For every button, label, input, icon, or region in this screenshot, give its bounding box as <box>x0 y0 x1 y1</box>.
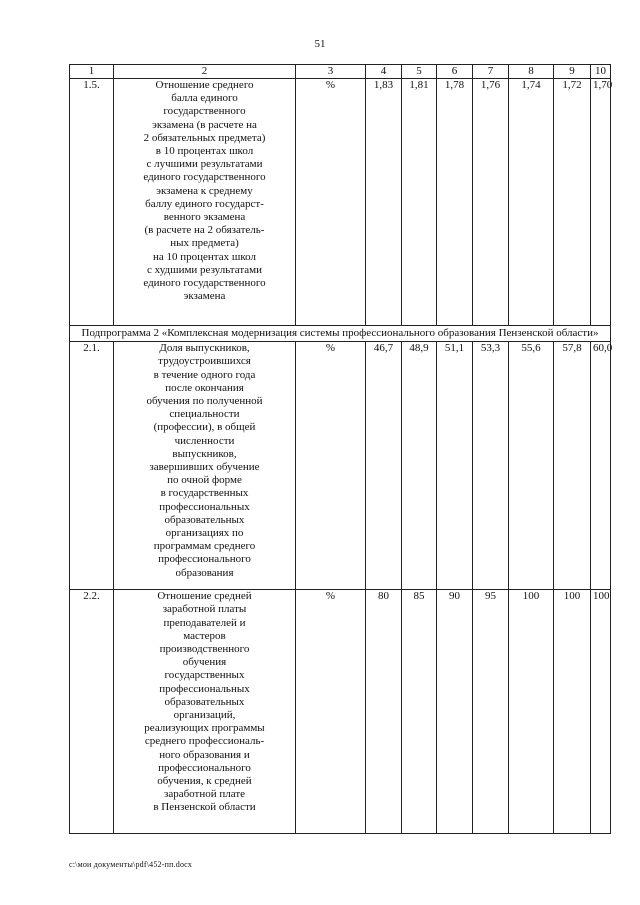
description-line: в Пензенской области <box>153 801 256 814</box>
row-value: 85 <box>402 590 437 834</box>
description-line: профессионального <box>158 761 251 774</box>
description-line: Доля выпускников, <box>159 342 250 355</box>
description-line: программам среднего <box>153 540 256 553</box>
header-cell: 2 <box>114 65 296 79</box>
description-line: реализующих программы <box>144 722 265 735</box>
header-cell: 8 <box>509 65 554 79</box>
description-line: венного экзамена <box>163 211 246 224</box>
row-value: 55,6 <box>509 342 554 590</box>
page-number: 51 <box>314 38 326 50</box>
description-line: обучения <box>182 656 227 669</box>
description-line: специальности <box>169 408 240 421</box>
row-description <box>114 590 296 834</box>
description-line: трудоустроившихся <box>158 355 251 368</box>
row-unit: % <box>296 342 366 590</box>
row-value: 1,81 <box>402 79 437 326</box>
footer-file-path: c:\мои документы\pdf\452-пп.docx <box>69 860 193 869</box>
description-line: Отношение средней <box>157 590 252 603</box>
header-cell: 4 <box>366 65 402 79</box>
description-line: с лучшими результатами <box>146 158 263 171</box>
description-line: обучения по полученной <box>146 395 263 408</box>
row-index: 2.1. <box>70 342 114 590</box>
description-line: профессионального <box>158 553 251 566</box>
row-value: 51,1 <box>437 342 473 590</box>
row-description <box>114 79 296 326</box>
row-value: 1,78 <box>437 79 473 326</box>
description-line: выпускников, <box>172 447 237 460</box>
row-unit: % <box>296 79 366 326</box>
description-line: обучения, к средней <box>157 775 252 788</box>
description-line: в 10 процентах школ <box>155 145 254 158</box>
description-line: после окончания <box>165 381 244 394</box>
table-row <box>70 79 611 326</box>
row-value: 1,74 <box>509 79 554 326</box>
description-line: на 10 процентах школ <box>153 250 256 263</box>
description-line: ных предмета) <box>170 237 239 250</box>
header-cell: 7 <box>473 65 509 79</box>
description-line: преподавателей и <box>163 616 246 629</box>
description-line: (в расчете на 2 обязатель- <box>144 224 265 237</box>
row-value: 1,83 <box>366 79 402 326</box>
description-line: государственного <box>163 105 246 118</box>
description-line: профессиональных <box>159 500 250 513</box>
table-row <box>70 342 611 590</box>
table-row <box>70 590 611 834</box>
row-value: 1,72 <box>554 79 591 326</box>
row-value: 48,9 <box>402 342 437 590</box>
header-cell: 9 <box>554 65 591 79</box>
description-line: экзамена (в расчете на <box>152 118 257 131</box>
row-index: 2.2. <box>70 590 114 834</box>
description-line: единого государственного <box>143 277 266 290</box>
header-cell: 5 <box>402 65 437 79</box>
description-line: профессиональных <box>159 682 250 695</box>
row-value: 90 <box>437 590 473 834</box>
description-line: единого государственного <box>143 171 266 184</box>
description-line: ного образования и <box>159 748 250 761</box>
row-value: 100 <box>554 590 591 834</box>
description-line: образовательных <box>164 513 245 526</box>
header-cell: 1 <box>70 65 114 79</box>
row-value: 100 <box>509 590 554 834</box>
description-line: организаций, <box>173 709 236 722</box>
row-value: 95 <box>473 590 509 834</box>
description-line: в течение одного года <box>153 368 256 381</box>
description-line: производственного <box>159 643 250 656</box>
header-cell: 10 <box>591 65 611 79</box>
description-line: заработной платы <box>162 603 247 616</box>
description-line: завершивших обучение <box>149 461 260 474</box>
description-line: Отношение среднего <box>155 79 254 91</box>
description-line: с худшими результатами <box>146 263 263 276</box>
description-line: мастеров <box>183 629 226 642</box>
table-header-row <box>70 65 611 79</box>
row-value: 80 <box>366 590 402 834</box>
row-value: 46,7 <box>366 342 402 590</box>
row-value: 53,3 <box>473 342 509 590</box>
description-line: заработной плате <box>163 788 246 801</box>
row-value: 57,8 <box>554 342 591 590</box>
subprogram-title: Подпрограмма 2 «Комплексная модернизация системы профессионального образования Пензенской области» <box>70 326 611 342</box>
header-cell: 6 <box>437 65 473 79</box>
description-line: 2 обязательных предмета) <box>143 131 266 144</box>
description-line: образовательных <box>164 695 245 708</box>
row-description <box>114 342 296 590</box>
indicators-table <box>69 64 611 834</box>
description-line: в государственных <box>160 487 249 500</box>
row-value: 1,70 <box>591 79 611 326</box>
description-line: по очной форме <box>167 474 242 487</box>
header-cell: 3 <box>296 65 366 79</box>
description-line: образования <box>175 566 234 579</box>
row-value: 1,76 <box>473 79 509 326</box>
description-line: численности <box>174 434 235 447</box>
description-line: среднего профессиональ- <box>144 735 265 748</box>
row-value: 100 <box>591 590 611 834</box>
description-line: баллу единого государст- <box>145 197 264 210</box>
description-line: государственных <box>164 669 245 682</box>
description-line: балла единого <box>171 92 238 105</box>
subprogram-row <box>70 326 611 342</box>
description-line: (профессии), в общей <box>153 421 256 434</box>
row-index: 1.5. <box>70 79 114 326</box>
row-unit: % <box>296 590 366 834</box>
description-line: экзамена <box>183 290 226 303</box>
description-line: организациях по <box>165 527 244 540</box>
row-value: 60,0 <box>591 342 611 590</box>
description-line: экзамена к среднему <box>156 184 253 197</box>
